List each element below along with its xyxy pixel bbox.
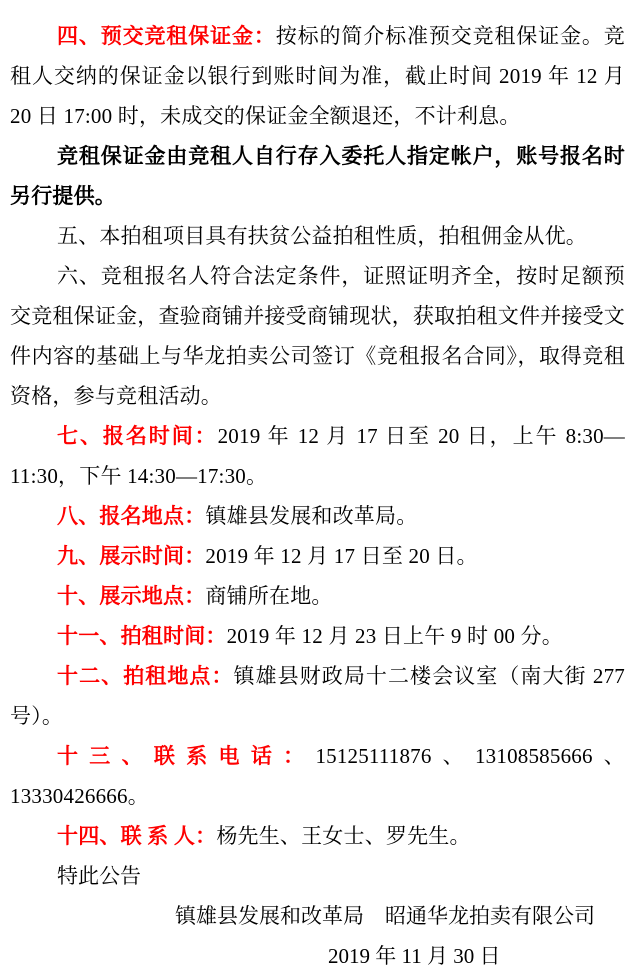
section-13-text: 15125111876、13108585666、13330426666。 xyxy=(10,744,625,808)
section-12-text: 镇雄县财政局十二楼会议室（南大街 277 号）。 xyxy=(10,664,625,728)
section-9-display-time xyxy=(10,536,625,576)
section-13-contact-phones xyxy=(10,736,625,816)
section-4-deposit xyxy=(10,16,625,136)
section-13-label: 十三、联系电话： xyxy=(57,744,316,768)
section-14-text: 杨先生、王女士、罗先生。 xyxy=(216,824,471,848)
section-4-label: 四、预交竞租保证金： xyxy=(57,24,276,48)
section-8-registration-place xyxy=(10,496,625,536)
section-6-qualification: 六、竞租报名人符合法定条件，证照证明齐全，按时足额预交竞租保证金，查验商铺并接受商铺现状，获取拍租文件并接受文件内容的基础上与华龙拍卖公司签订《竞租报名合同》，取得竞租资格，参与竞租活动。 xyxy=(10,264,625,408)
section-9-label: 九、展示时间： xyxy=(57,544,206,568)
section-12-label: 十二、拍租地点： xyxy=(57,664,234,688)
section-10-label: 十、展示地点： xyxy=(57,584,206,608)
section-11-auction-time xyxy=(10,616,625,656)
signature-organizations: 镇雄县发展和改革局 昭通华龙拍卖有限公司 xyxy=(175,904,595,928)
section-5-charity-note: 五、本拍租项目具有扶贫公益拍租性质，拍租佣金从优。 xyxy=(57,224,587,248)
section-4-text: 按标的简介标准预交竞租保证金。竞租人交纳的保证金以银行到账时间为准，截止时间 2019 年 12 月 20 日 17:00 时，未成交的保证金全额退还，不计利息。 xyxy=(10,24,625,128)
section-14-contact-persons xyxy=(10,816,625,856)
section-9-text: 2019 年 12 月 17 日至 20 日。 xyxy=(205,544,478,568)
closing-statement: 特此公告 xyxy=(57,864,141,888)
announcement-date: 2019 年 11 月 30 日 xyxy=(328,944,501,968)
section-8-label: 八、报名地点： xyxy=(57,504,206,528)
section-8-text: 镇雄县发展和改革局。 xyxy=(205,504,418,528)
section-7-text: 2019 年 12 月 17 日至 20 日，上午 8:30—11:30，下午 14:30—17:30。 xyxy=(10,424,625,488)
section-11-label: 十一、拍租时间： xyxy=(57,624,227,648)
section-7-label: 七、报名时间： xyxy=(57,424,218,448)
deposit-account-note: 竞租保证金由竞租人自行存入委托人指定帐户，账号报名时另行提供。 xyxy=(10,144,625,208)
section-10-display-place xyxy=(10,576,625,616)
section-14-label: 十四、联 系 人： xyxy=(57,824,217,848)
section-11-text: 2019 年 12 月 23 日上午 9 时 00 分。 xyxy=(226,624,563,648)
section-7-registration-time xyxy=(10,416,625,496)
section-10-text: 商铺所在地。 xyxy=(205,584,333,608)
section-12-auction-place xyxy=(10,656,625,736)
